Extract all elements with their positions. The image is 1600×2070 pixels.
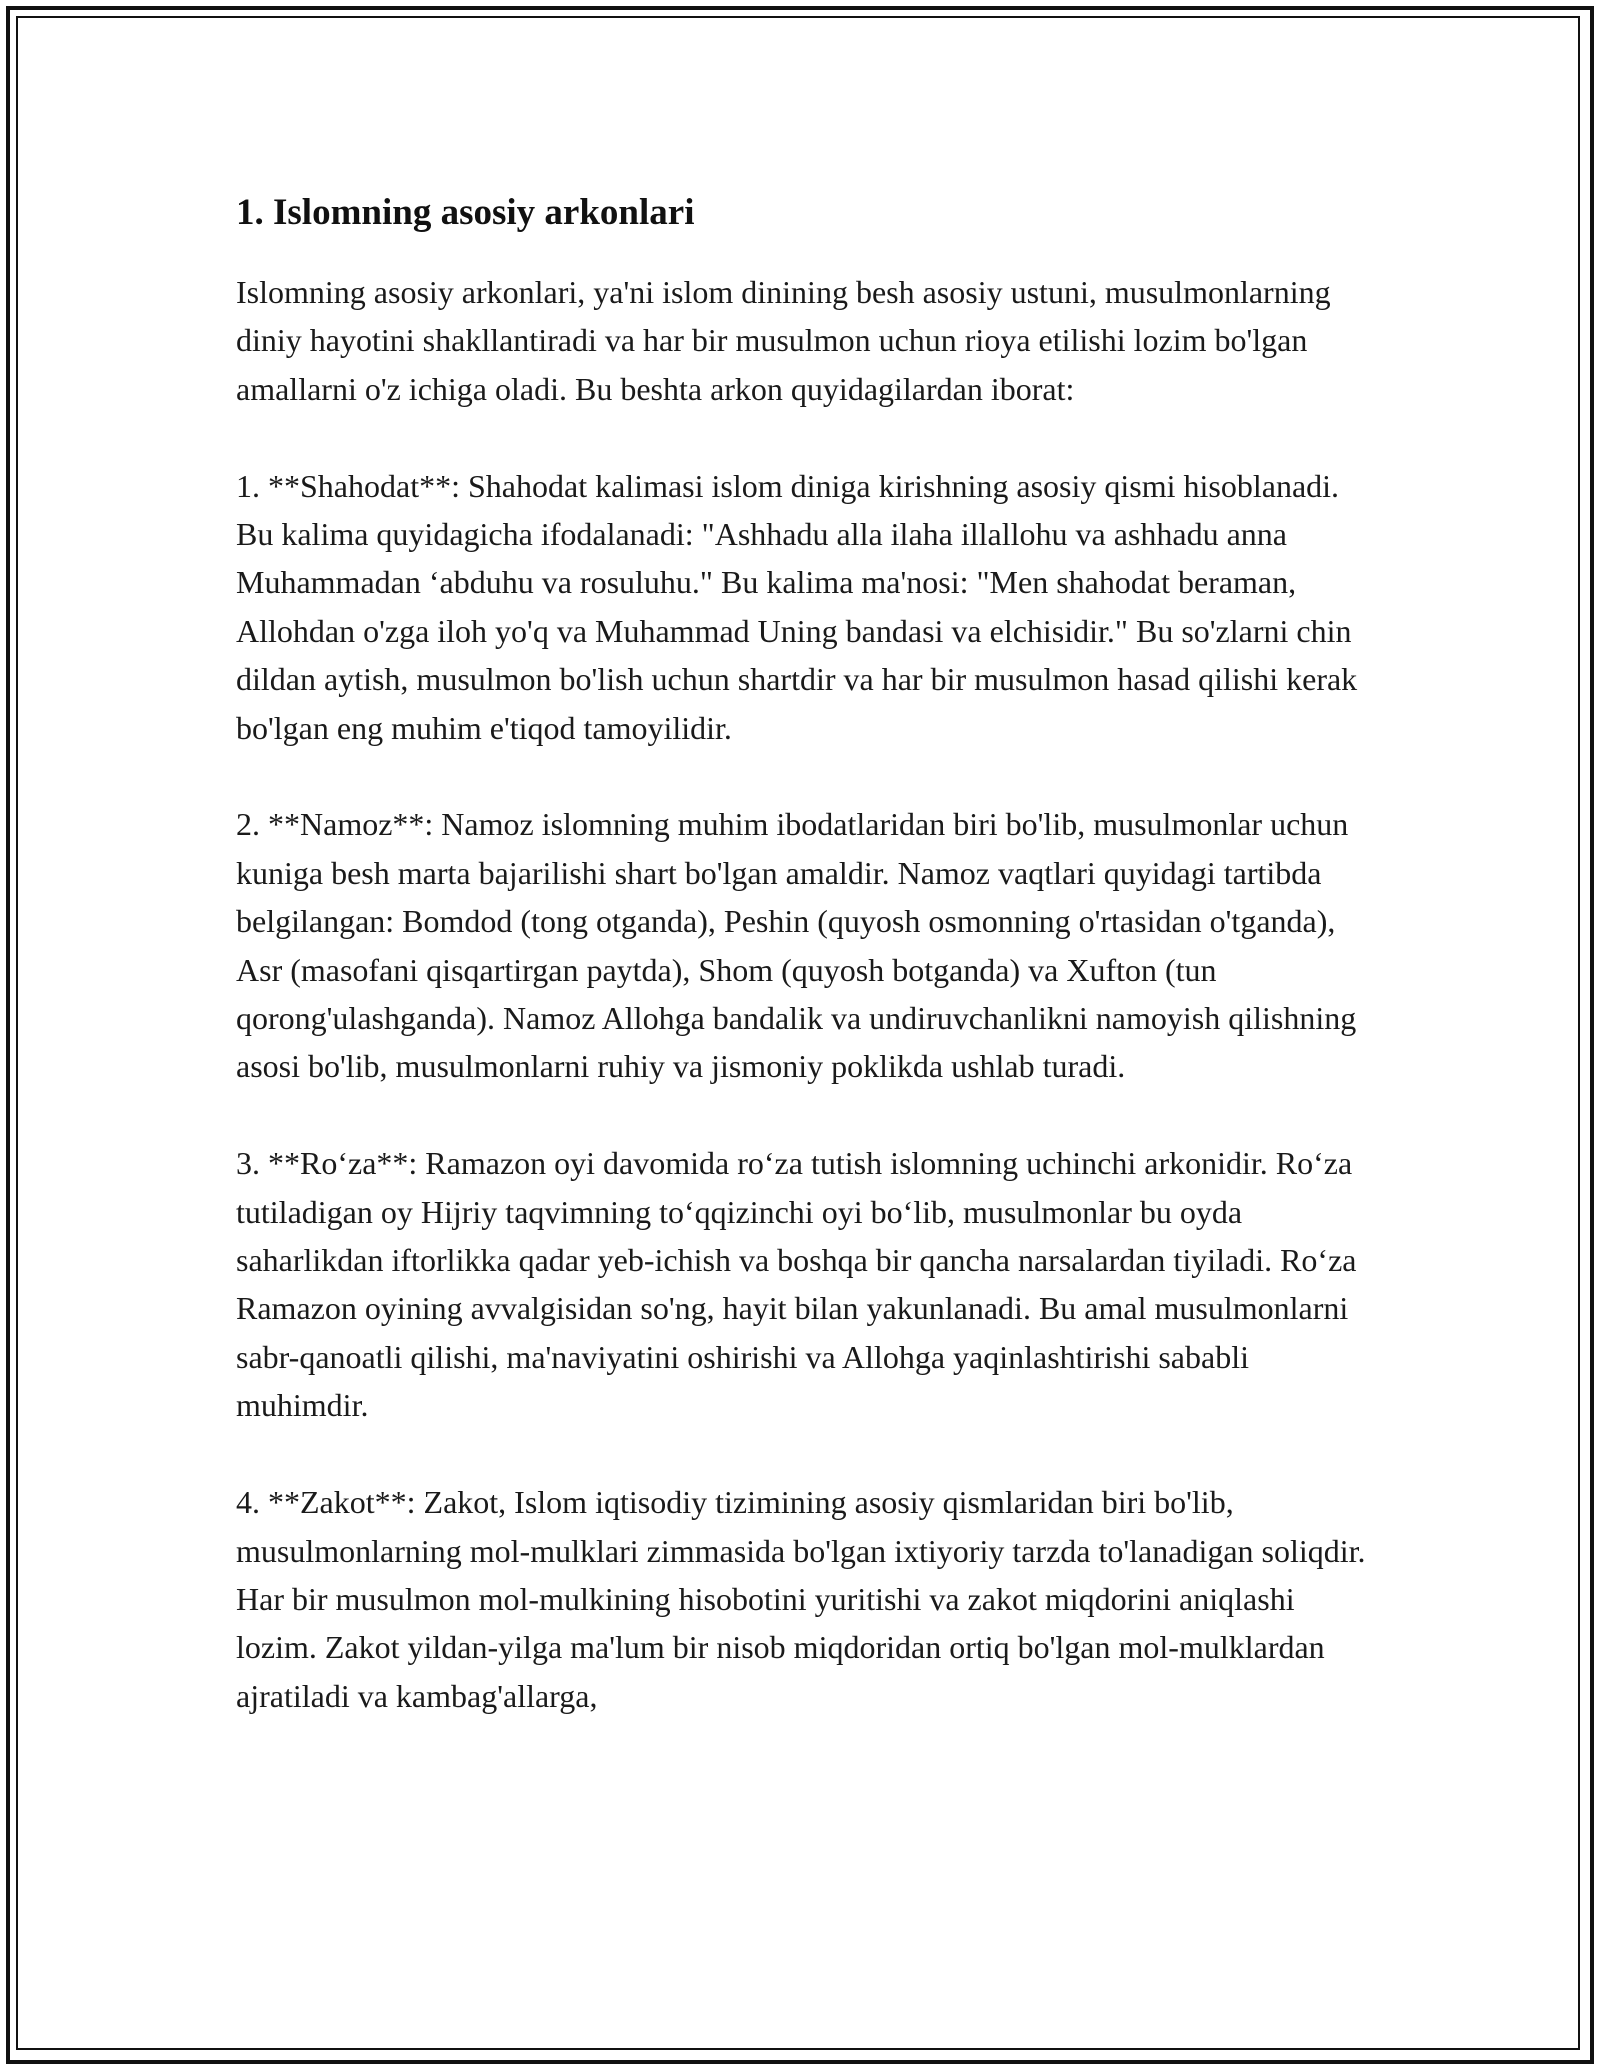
section-heading: 1. Islomning asosiy arkonlari xyxy=(236,192,695,233)
zakot-paragraph: 4. **Zakot**: Zakot, Islom iqtisodiy tizimining asosiy qismlaridan biri bo'lib, musulmonlarning mol-mulklari zimmasida bo'lgan ixtiyoriy tarzda to'lanadigan soliqdir. Har bir musulmon mol-mulkining hisobotini yuritishi va zakot miqdorini aniqlashi lozim. Zakot yildan-yilga ma'lum bir nisob miqdoridan ortiq bo'lgan mol-mulklardan ajratiladi va kambag'allarga, xyxy=(236,1484,1366,1714)
namoz-paragraph: 2. **Namoz**: Namoz islomning muhim ibodatlaridan biri bo'lib, musulmonlar uchun kuniga besh marta bajarilishi shart bo'lgan amaldir. Namoz vaqtlari quyidagi tartibda belgilangan: Bomdod (tong otganda), Peshin (quyosh osmonning o'rtasidan o'tganda), Asr (masofani qisqartirgan paytda), Shom (quyosh botganda) va Xufton (tun qorong'ulashganda). Namoz Allohga bandalik va undiruvchanlikni namoyish qilishning asosi bo'lib, musulmonlarni ruhiy va jismoniy poklikda ushlab turadi. xyxy=(236,806,1357,1085)
document-body xyxy=(236,188,1366,1769)
roza-paragraph: 3. **Ro‘za**: Ramazon oyi davomida ro‘za tutish islomning uchinchi arkonidir. Ro‘za tutiladigan oy Hijriy taqvimning to‘qqizinchi oyi bo‘lib, musulmonlar bu oyda saharlikdan iftorlikka qadar yeb-ichish va boshqa bir qancha narsalardan tiyiladi. Ro‘za Ramazon oyining avvalgisidan so'ng, hayit bilan yakunlanadi. Bu amal musulmonlarni sabr-qanoatli qilishi, ma'naviyatini oshirishi va Allohga yaqinlashtirishi sababli muhimdir. xyxy=(236,1145,1357,1424)
intro-paragraph: Islomning asosiy arkonlari, ya'ni islom dinining besh asosiy ustuni, musulmonlarning diniy hayotini shakllantiradi va har bir musulmon uchun rioya etilishi lozim bo'lgan amallarni o'z ichiga oladi. Bu beshta arkon quyidagilardan iborat: xyxy=(236,274,1331,407)
shahodat-paragraph: 1. **Shahodat**: Shahodat kalimasi islom diniga kirishning asosiy qismi hisoblanadi. Bu kalima quyidagicha ifodalanadi: "Ashhadu alla ilaha illallohu va ashhadu anna Muhammadan ‘abduhu va rosuluhu." Bu kalima ma'nosi: "Men shahodat beraman, Allohdan o'zga iloh yo'q va Muhammad Uning bandasi va elchisidir." Bu so'zlarni chin dildan aytish, musulmon bo'lish uchun shartdir va har bir musulmon hasad qilishi kerak bo'lgan eng muhim e'tiqod tamoyilidir. xyxy=(236,467,1358,746)
